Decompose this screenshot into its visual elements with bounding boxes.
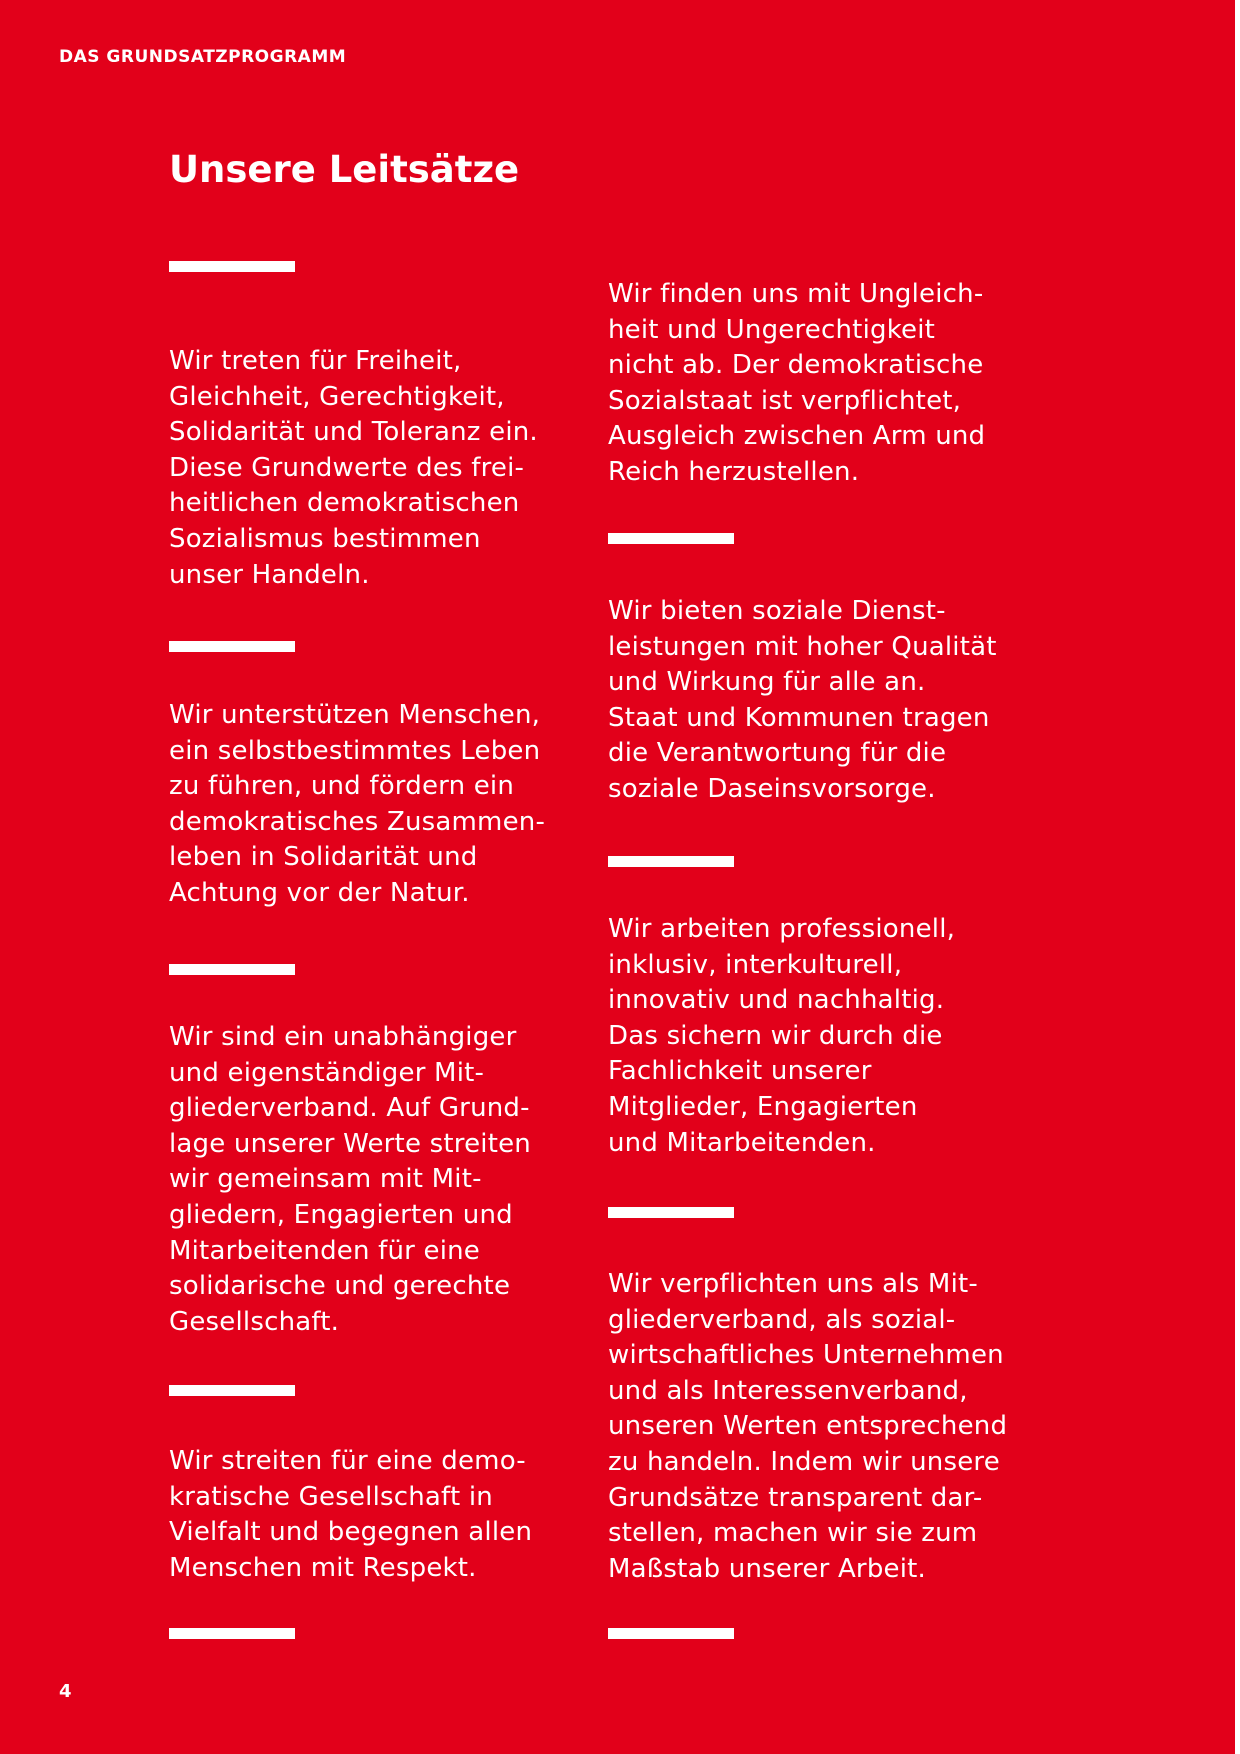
section-divider (169, 641, 295, 652)
principle-paragraph: Wir streiten für eine demo- kratische Gesellschaft in Vielfalt und begegnen allen Menschen mit Respekt. (169, 1446, 533, 1583)
principle-paragraph: Wir bieten soziale Dienst- leistungen mit hoher Qualität und Wirkung für alle an. Staat und Kommunen tragen die Verantwortung für die soziale Daseinsvorsorge. (608, 596, 997, 804)
principle-paragraph: Wir arbeiten professionell, inklusiv, interkulturell, innovativ und nachhaltig. Das sichern wir durch die Fachlichkeit unserer Mitglieder, Engagierten und Mitarbeitenden. (608, 914, 956, 1158)
section-divider (608, 1628, 734, 1639)
page-title: Unsere Leitsätze (169, 148, 520, 191)
page-number: 4 (59, 1681, 72, 1702)
principle-paragraph: Wir unterstützen Menschen, ein selbstbestimmtes Leben zu führen, und fördern ein demokratisches Zusammen- leben in Solidarität und Achtung vor der Natur. (169, 700, 546, 908)
principle-paragraph: Wir finden uns mit Ungleich- heit und Ungerechtigkeit nicht ab. Der demokratische Sozialstaat ist verpflichtet, Ausgleich zwischen Arm und Reich herzustellen. (608, 279, 986, 487)
principle-paragraph: Wir treten für Freiheit, Gleichheit, Gerechtigkeit, Solidarität und Toleranz ein. Diese Grundwerte des frei- heitlichen demokratischen Sozialismus bestimmen unser Handeln. (169, 346, 538, 590)
principle-paragraph: Wir sind ein unabhängiger und eigenständiger Mit- gliederverband. Auf Grund- lage unserer Werte streiten wir gemeinsam mit Mit- gliedern, Engagierten und Mitarbeitenden für eine solidarische und gerechte Gesellschaft. (169, 1022, 531, 1337)
section-divider (608, 856, 734, 867)
section-divider (169, 1385, 295, 1396)
section-divider (169, 964, 295, 975)
principle-paragraph: Wir verpflichten uns als Mit- gliederverband, als sozial- wirtschaftliches Unternehmen und als Interessenverband, unseren Werten entsprechend zu handeln. Indem wir unsere Grundsätze transparent dar- stellen, machen wir sie zum Maßstab unserer Arbeit. (608, 1269, 1008, 1584)
section-divider (608, 533, 734, 544)
section-divider (608, 1207, 734, 1218)
section-divider (169, 1628, 295, 1639)
running-head: DAS GRUNDSATZPROGRAMM (59, 47, 347, 67)
section-divider (169, 261, 295, 272)
page-edge-strip (1235, 0, 1240, 1754)
